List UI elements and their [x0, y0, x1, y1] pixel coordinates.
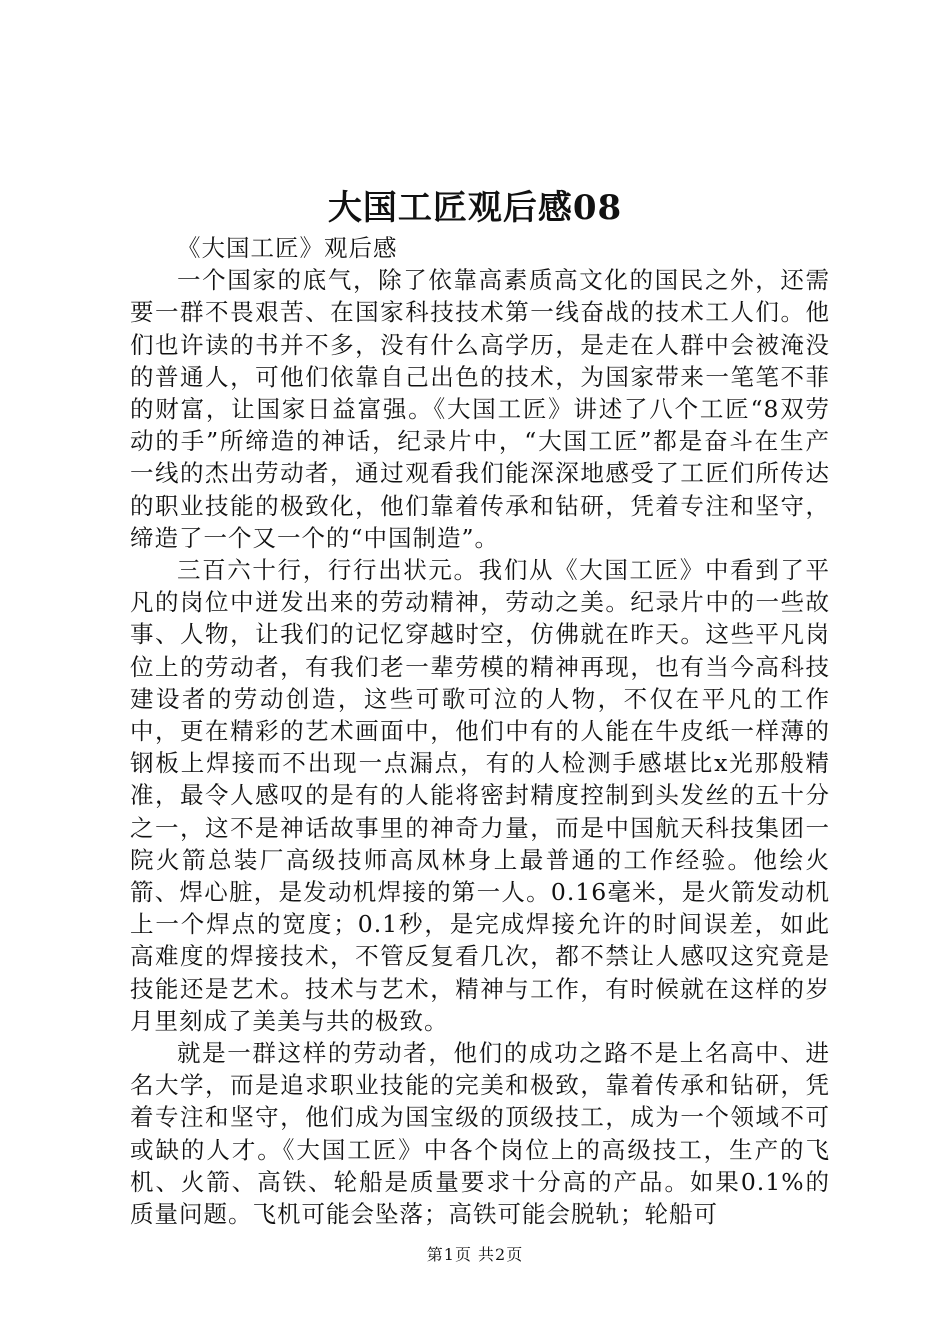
paragraph-1: 一个国家的底气，除了依靠高素质高文化的国民之外，还需要一群不畏艰苦、在国家科技技术第一线奋战的技术工人们。他们也许读的书并不多，没有什么高学历，是走在人群中会被淹没的普通人，可他们依靠自己出色的技术，为国家带来一笔笔不菲的财富，让国家日益富强。《大国工匠》讲述了八个工匠“8双劳动的手”所缔造的神话，纪录片中，“大国工匠”都是奋斗在生产一线的杰出劳动者，通过观看我们能深深地感受了工匠们所传达的职业技能的极致化，他们靠着传承和钻研，凭着专注和坚守，缔造了一个又一个的“中国制造”。 — [130, 266, 830, 552]
paragraph-3: 就是一群这样的劳动者，他们的成功之路不是上名高中、进名大学，而是追求职业技能的完美和极致，靠着传承和钻研，凭着专注和坚守，他们成为国宝级的顶级技工，成为一个领域不可或缺的人才。《大国工匠》中各个岗位上的高级技工，生产的飞机、火箭、高铁、轮船是质量要求十分高的产品。如果0.1%的质量问题。飞机可能会坠落；高铁可能会脱轨；轮船可 — [130, 1039, 830, 1229]
document-title: 大国工匠观后感08 — [327, 188, 623, 228]
document-subtitle: 《大国工匠》观后感 — [177, 234, 398, 262]
page-number-footer: 第1页 共2页 — [426, 1245, 524, 1264]
paragraph-2: 三百六十行，行行出状元。我们从《大国工匠》中看到了平凡的岗位中迸发出来的劳动精神，劳动之美。纪录片中的一些故事、人物，让我们的记忆穿越时空，仿佛就在昨天。这些平凡岗位上的劳动者，有我们老一辈劳模的精神再现，也有当今高科技建设者的劳动创造，这些可歌可泣的人物，不仅在平凡的工作中，更在精彩的艺术画面中，他们中有的人能在牛皮纸一样薄的钢板上焊接而不出现一点漏点，有的人检测手感堪比x光那般精准，最令人感叹的是有的人能将密封精度控制到头发丝的五十分之一，这不是神话故事里的神奇力量，而是中国航天科技集团一院火箭总装厂高级技师高凤林身上最普通的工作经验。他绘火箭、焊心脏，是发动机焊接的第一人。0.16毫米，是火箭发动机上一个焊点的宽度；0.1秒，是完成焊接允许的时间误差，如此高难度的焊接技术，不管反复看几次，都不禁让人感叹这究竟是技能还是艺术。技术与艺术，精神与工作，有时候就在这样的岁月里刻成了美美与共的极致。 — [130, 556, 830, 1035]
document-body — [130, 232, 830, 1230]
